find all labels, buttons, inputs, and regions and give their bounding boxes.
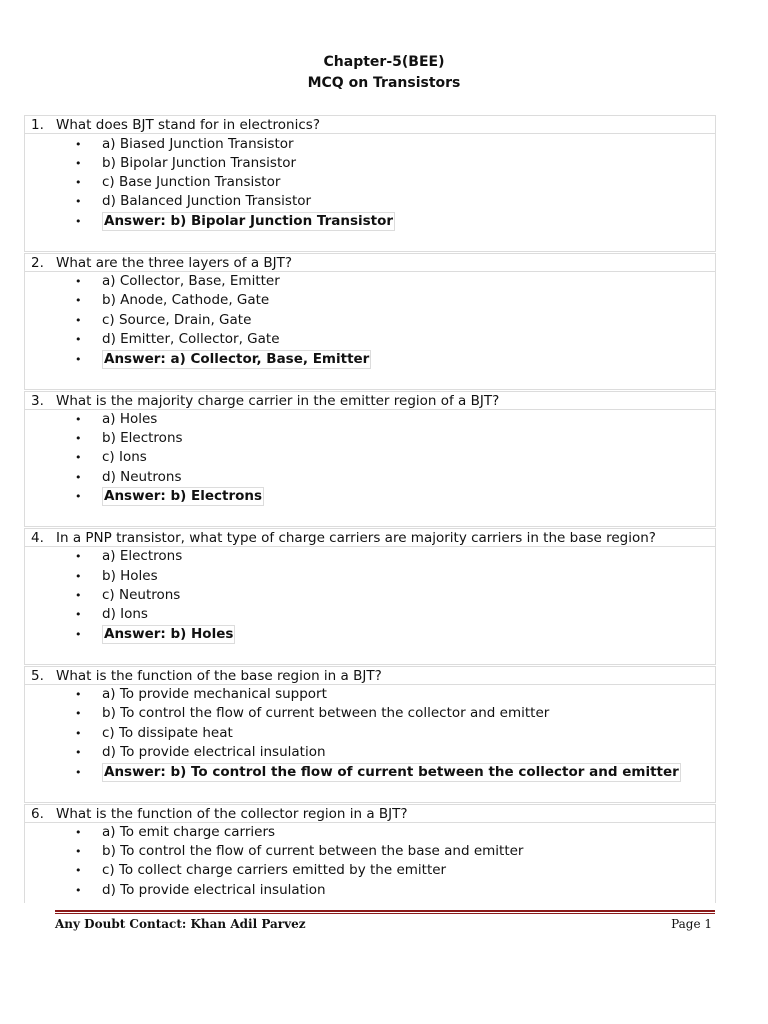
footer-contact: Any Doubt Contact: Khan Adil Parvez	[55, 917, 306, 931]
bullet-icon: •	[75, 471, 82, 484]
question-text: What is the majority charge carrier in the emitter region of a BJT?	[56, 393, 500, 409]
question-header	[24, 804, 716, 823]
bullet-icon: •	[75, 157, 82, 170]
question-text: What is the function of the base region in a BJT?	[56, 668, 382, 684]
bullet-icon: •	[75, 727, 82, 740]
question-text: What are the three layers of a BJT?	[56, 255, 293, 271]
bullet-icon: •	[75, 176, 82, 189]
bullet-icon: •	[75, 707, 82, 720]
question-options: • a) Collector, Base, Emitter • b) Anode, Cathode, Gate • c) Source, Drain, Gate • d) Emitter, Collector, Gate • Answer: a) Collector, Base, Emitter	[24, 272, 716, 390]
document-title: Chapter-5(BEE)	[323, 54, 445, 70]
question-options: • a) To emit charge carriers • b) To control the flow of current between the base and emitter • c) To collect charge carriers emitted by the emitter • d) To provide electrical insulation	[24, 823, 716, 903]
bullet-icon: •	[75, 589, 82, 602]
bullet-icon: •	[75, 864, 82, 877]
bullet-icon: •	[75, 490, 82, 503]
bullet-icon: •	[75, 766, 82, 779]
question-options: • a) To provide mechanical support • b) To control the flow of current between the collector and emitter • c) To dissipate heat • d) To provide electrical insulation • Answer: b) To control the flow of current between the collector and emitter	[24, 685, 716, 803]
bullet-icon: •	[75, 275, 82, 288]
question-block	[24, 804, 716, 903]
page-number: Page 1	[671, 917, 712, 931]
bullet-icon: •	[75, 195, 82, 208]
question-header	[24, 115, 716, 134]
bullet-icon: •	[75, 333, 82, 346]
bullet-icon: •	[75, 826, 82, 839]
question-number: 3.	[31, 393, 44, 409]
bullet-icon: •	[75, 353, 82, 366]
bullet-icon: •	[75, 215, 82, 228]
question-options: • a) Biased Junction Transistor • b) Bipolar Junction Transistor • c) Base Junction Transistor • d) Balanced Junction Transistor • Answer: b) Bipolar Junction Transistor	[24, 134, 716, 252]
bullet-icon: •	[75, 746, 82, 759]
question-options: • a) Electrons • b) Holes • c) Neutrons • d) Ions • Answer: b) Holes	[24, 547, 716, 665]
question-text: What does BJT stand for in electronics?	[56, 117, 320, 133]
bullet-icon: •	[75, 294, 82, 307]
question-number: 6.	[31, 806, 44, 822]
question-block	[24, 115, 716, 252]
question-header	[24, 391, 716, 410]
bullet-icon: •	[75, 314, 82, 327]
question-header	[24, 528, 716, 547]
question-block	[24, 528, 716, 665]
footer-rule-thin	[55, 913, 715, 914]
bullet-icon: •	[75, 413, 82, 426]
bullet-icon: •	[75, 432, 82, 445]
question-block	[24, 666, 716, 803]
bullet-icon: •	[75, 688, 82, 701]
question-number: 2.	[31, 255, 44, 271]
document-subtitle: MCQ on Transistors	[307, 75, 461, 91]
question-number: 5.	[31, 668, 44, 684]
question-options: • a) Holes • b) Electrons • c) Ions • d) Neutrons • Answer: b) Electrons	[24, 410, 716, 527]
bullet-icon: •	[75, 570, 82, 583]
bullet-icon: •	[75, 884, 82, 897]
bullet-icon: •	[75, 608, 82, 621]
footer-rule	[55, 910, 715, 912]
bullet-icon: •	[75, 628, 82, 641]
bullet-icon: •	[75, 845, 82, 858]
bullet-icon: •	[75, 138, 82, 151]
question-text: What is the function of the collector region in a BJT?	[56, 806, 408, 822]
question-header	[24, 253, 716, 272]
question-block	[24, 391, 716, 527]
question-number: 4.	[31, 530, 44, 546]
question-header	[24, 666, 716, 685]
question-block	[24, 253, 716, 390]
bullet-icon: •	[75, 451, 82, 464]
bullet-icon: •	[75, 550, 82, 563]
question-text: In a PNP transistor, what type of charge carriers are majority carriers in the base region?	[56, 530, 656, 546]
question-number: 1.	[31, 117, 44, 133]
